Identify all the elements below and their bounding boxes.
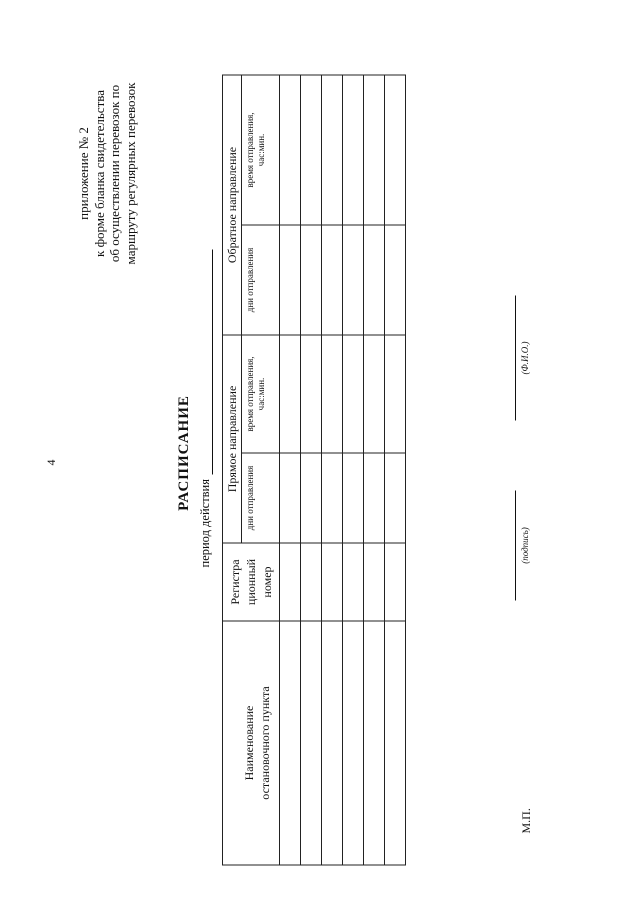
forward-days-cell[interactable] bbox=[301, 453, 322, 543]
signature-line[interactable] bbox=[514, 490, 516, 600]
reverse-time-cell[interactable] bbox=[280, 74, 301, 224]
reverse-time-cell[interactable] bbox=[343, 74, 364, 224]
period-row bbox=[198, 249, 213, 567]
reverse-days-cell[interactable] bbox=[280, 225, 301, 335]
header-stop-name-line-1: Наименование bbox=[242, 705, 256, 780]
forward-time-cell[interactable] bbox=[322, 335, 343, 453]
reverse-days-cell[interactable] bbox=[343, 225, 364, 335]
reg-number-cell[interactable] bbox=[343, 543, 364, 621]
header-reverse-direction: Обратное направление bbox=[223, 74, 242, 334]
header-forward-time-line-1: время отправления, bbox=[245, 355, 255, 432]
header-reverse-time bbox=[242, 74, 280, 224]
forward-time-cell[interactable] bbox=[385, 335, 406, 453]
reverse-days-cell[interactable] bbox=[364, 225, 385, 335]
schedule-table-body bbox=[280, 74, 406, 864]
header-stop-name-line-2: остановочного пункта bbox=[258, 685, 272, 800]
forward-days-cell[interactable] bbox=[322, 453, 343, 543]
reverse-time-cell[interactable] bbox=[364, 74, 385, 224]
schedule-table bbox=[222, 74, 406, 865]
reverse-days-cell[interactable] bbox=[301, 225, 322, 335]
table-row bbox=[322, 74, 343, 864]
stop-name-cell[interactable] bbox=[343, 621, 364, 865]
period-input-line[interactable] bbox=[200, 249, 213, 474]
reverse-time-cell[interactable] bbox=[385, 74, 406, 224]
forward-time-cell[interactable] bbox=[301, 335, 322, 453]
table-row bbox=[364, 74, 385, 864]
reverse-time-cell[interactable] bbox=[301, 74, 322, 224]
header-reg-number-line-2: ционный bbox=[244, 558, 258, 605]
reg-number-cell[interactable] bbox=[385, 543, 406, 621]
reverse-time-cell[interactable] bbox=[322, 74, 343, 224]
header-reg-number-line-1: Регистра bbox=[228, 558, 242, 605]
period-label: период действия bbox=[198, 478, 212, 567]
table-row bbox=[280, 74, 301, 864]
stop-name-cell[interactable] bbox=[322, 621, 343, 865]
header-forward-direction: Прямое направление bbox=[223, 335, 242, 543]
header-reverse-days: дни отправления bbox=[242, 225, 280, 335]
name-caption: (Ф.И.О.) bbox=[520, 341, 530, 374]
forward-days-cell[interactable] bbox=[364, 453, 385, 543]
table-row bbox=[385, 74, 406, 864]
reg-number-cell[interactable] bbox=[280, 543, 301, 621]
stop-name-cell[interactable] bbox=[301, 621, 322, 865]
forward-days-cell[interactable] bbox=[280, 453, 301, 543]
header-forward-time bbox=[242, 335, 280, 453]
forward-time-cell[interactable] bbox=[280, 335, 301, 453]
forward-time-cell[interactable] bbox=[343, 335, 364, 453]
forward-days-cell[interactable] bbox=[385, 453, 406, 543]
page-number: 4 bbox=[44, 459, 58, 465]
appendix-line-2: к форме бланка свидетельства bbox=[91, 89, 107, 257]
forward-days-cell[interactable] bbox=[343, 453, 364, 543]
appendix-line-1: приложение № 2 bbox=[76, 126, 91, 220]
signature-caption: (подпись) bbox=[520, 526, 530, 564]
stop-name-cell[interactable] bbox=[280, 621, 301, 865]
reverse-days-cell[interactable] bbox=[322, 225, 343, 335]
header-reg-number bbox=[223, 543, 280, 621]
reg-number-cell[interactable] bbox=[301, 543, 322, 621]
reg-number-cell[interactable] bbox=[364, 543, 385, 621]
appendix-line-3: об осуществлении перевозок по bbox=[107, 84, 122, 262]
name-line[interactable] bbox=[514, 295, 516, 420]
header-stop-name bbox=[223, 621, 280, 865]
header-reverse-time-line-1: время отправления, bbox=[245, 111, 255, 188]
header-forward-days: дни отправления bbox=[242, 453, 280, 543]
stop-name-cell[interactable] bbox=[364, 621, 385, 865]
table-row bbox=[343, 74, 364, 864]
table-row bbox=[301, 74, 322, 864]
header-forward-time-line-2: час:мин. bbox=[256, 377, 266, 410]
header-reverse-time-line-2: час:мин. bbox=[256, 133, 266, 166]
appendix-line-4: маршруту регулярных перевозок bbox=[122, 82, 138, 264]
reg-number-cell[interactable] bbox=[322, 543, 343, 621]
stop-name-cell[interactable] bbox=[385, 621, 406, 865]
stamp-place-label: М.П. bbox=[519, 807, 533, 833]
forward-time-cell[interactable] bbox=[364, 335, 385, 453]
reverse-days-cell[interactable] bbox=[385, 225, 406, 335]
header-reg-number-line-3: номер bbox=[260, 565, 274, 598]
document-title: РАСПИСАНИЕ bbox=[176, 394, 192, 511]
appendix-note bbox=[76, 18, 138, 328]
